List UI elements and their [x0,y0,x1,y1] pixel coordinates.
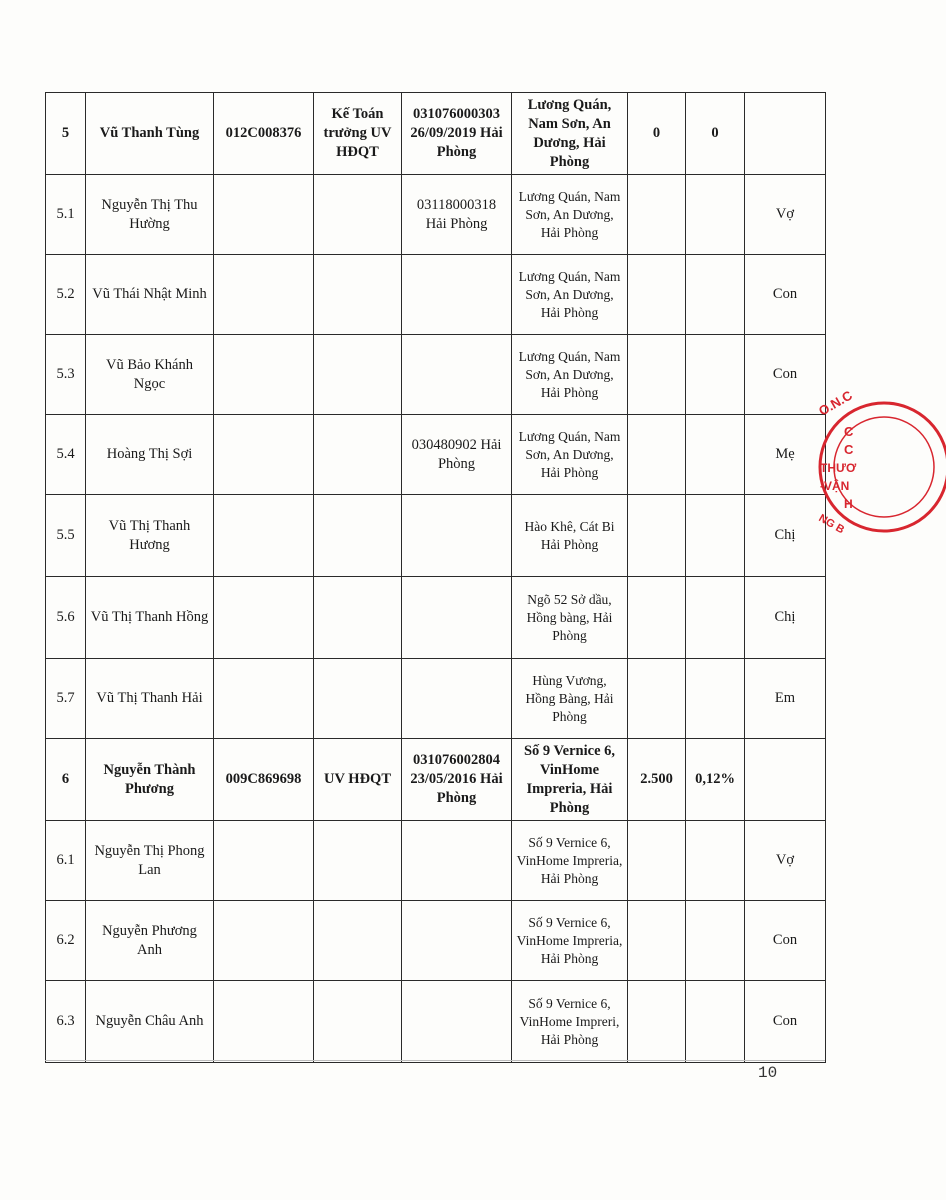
position-cell [314,901,402,981]
id-number-cell [214,335,314,415]
name-cell: Vũ Thị Thanh Hương [86,495,214,577]
footer-rule [45,1060,825,1061]
ownership-ratio-cell [686,255,745,335]
name-cell: Hoàng Thị Sợi [86,415,214,495]
shares-cell [628,659,686,739]
address-cell: Hào Khê, Cát Bi Hải Phòng [512,495,628,577]
name-cell: Nguyễn Châu Anh [86,981,214,1063]
page-number: 10 [758,1064,778,1082]
relation-cell: Em [745,659,826,739]
relation-cell: Vợ [745,175,826,255]
row-number-cell: 5.1 [46,175,86,255]
company-seal-stamp [816,387,946,542]
table-row [46,335,826,415]
ownership-ratio-cell [686,415,745,495]
id-document-cell: 031076002804 23/05/2016 Hải Phòng [402,739,512,821]
relation-cell: Mẹ [745,415,826,495]
shares-cell [628,175,686,255]
row-number-cell: 5.6 [46,577,86,659]
relation-cell [745,739,826,821]
name-cell: Vũ Thị Thanh Hồng [86,577,214,659]
name-cell: Nguyễn Thị Phong Lan [86,821,214,901]
stamp-text-3: C [844,442,854,457]
table-row [46,901,826,981]
position-cell [314,577,402,659]
address-cell: Số 9 Vernice 6, VinHome Impreri, Hải Phòng [512,981,628,1063]
relation-cell: Con [745,335,826,415]
stamp-text-5: -VẬN [820,479,850,493]
address-cell: Số 9 Vernice 6, VinHome Impreria, Hải Phòng [512,739,628,821]
row-number-cell: 6.3 [46,981,86,1063]
ownership-ratio-cell [686,659,745,739]
row-number-cell: 6 [46,739,86,821]
table-row [46,577,826,659]
table-row [46,93,826,175]
address-cell: Số 9 Vernice 6, VinHome Impreria, Hải Phòng [512,901,628,981]
ownership-ratio-cell [686,175,745,255]
shares-cell [628,901,686,981]
table-row [46,175,826,255]
row-number-cell: 5 [46,93,86,175]
ownership-ratio-cell: 0 [686,93,745,175]
name-cell: Vũ Bảo Khánh Ngọc [86,335,214,415]
position-cell: Kế Toán trưởng UV HĐQT [314,93,402,175]
id-document-cell [402,659,512,739]
name-cell: Nguyễn Thành Phương [86,739,214,821]
shares-cell [628,821,686,901]
ownership-ratio-cell [686,577,745,659]
id-number-cell [214,175,314,255]
address-cell: Lương Quán, Nam Sơn, An Dương, Hải Phòng [512,335,628,415]
shares-cell: 2.500 [628,739,686,821]
id-number-cell: 012C008376 [214,93,314,175]
position-cell [314,981,402,1063]
table-row [46,659,826,739]
id-number-cell [214,901,314,981]
ownership-ratio-cell: 0,12% [686,739,745,821]
stamp-text-2: C [844,424,854,439]
ownership-ratio-cell [686,821,745,901]
relation-cell: Chị [745,495,826,577]
id-document-cell [402,255,512,335]
name-cell: Nguyễn Phương Anh [86,901,214,981]
id-document-cell [402,821,512,901]
position-cell [314,495,402,577]
address-cell: Lương Quán, Nam Sơn, An Dương, Hải Phòng [512,415,628,495]
name-cell: Vũ Thị Thanh Hải [86,659,214,739]
id-number-cell [214,659,314,739]
name-cell: Vũ Thái Nhật Minh [86,255,214,335]
id-number-cell [214,415,314,495]
id-document-cell: 031076000303 26/09/2019 Hải Phòng [402,93,512,175]
ownership-ratio-cell [686,901,745,981]
position-cell [314,659,402,739]
position-cell [314,821,402,901]
relation-cell: Con [745,981,826,1063]
relation-cell: Vợ [745,821,826,901]
shares-cell [628,495,686,577]
name-cell: Nguyễn Thị Thu Hường [86,175,214,255]
ownership-ratio-cell [686,981,745,1063]
position-cell [314,415,402,495]
shares-cell [628,981,686,1063]
id-document-cell [402,577,512,659]
id-document-cell [402,981,512,1063]
stamp-text-4: THƯƠ [820,461,857,475]
shares-cell [628,335,686,415]
table-row [46,739,826,821]
stamp-text-7: NG B [816,512,847,537]
id-number-cell [214,821,314,901]
address-cell: Lương Quán, Nam Sơn, An Dương, Hải Phòng [512,255,628,335]
id-document-cell [402,495,512,577]
relation-cell: Con [745,901,826,981]
position-cell [314,175,402,255]
table-row [46,415,826,495]
table-row [46,821,826,901]
ownership-ratio-cell [686,495,745,577]
table-row [46,981,826,1063]
row-number-cell: 5.3 [46,335,86,415]
stamp-text-1: O.N.C [816,387,855,419]
id-number-cell [214,255,314,335]
position-cell: UV HĐQT [314,739,402,821]
shares-cell [628,577,686,659]
ownership-ratio-cell [686,335,745,415]
id-document-cell: 030480902 Hải Phòng [402,415,512,495]
id-number-cell: 009C869698 [214,739,314,821]
stamp-text-6: H [844,497,853,511]
shares-cell [628,415,686,495]
shareholder-table [45,92,826,1063]
row-number-cell: 5.7 [46,659,86,739]
id-number-cell [214,981,314,1063]
id-document-cell [402,335,512,415]
relation-cell: Con [745,255,826,335]
address-cell: Số 9 Vernice 6, VinHome Impreria, Hải Phòng [512,821,628,901]
shares-cell: 0 [628,93,686,175]
address-cell: Hùng Vương, Hồng Bàng, Hải Phòng [512,659,628,739]
id-number-cell [214,577,314,659]
row-number-cell: 5.5 [46,495,86,577]
name-cell: Vũ Thanh Tùng [86,93,214,175]
shares-cell [628,255,686,335]
table-row [46,495,826,577]
id-document-cell: 03118000318 Hải Phòng [402,175,512,255]
relation-cell: Chị [745,577,826,659]
position-cell [314,255,402,335]
id-number-cell [214,495,314,577]
row-number-cell: 6.2 [46,901,86,981]
id-document-cell [402,901,512,981]
table-row [46,255,826,335]
relation-cell [745,93,826,175]
row-number-cell: 6.1 [46,821,86,901]
address-cell: Lương Quán, Nam Sơn, An Dương, Hải Phòng [512,175,628,255]
row-number-cell: 5.4 [46,415,86,495]
address-cell: Lương Quán, Nam Sơn, An Dương, Hải Phòng [512,93,628,175]
address-cell: Ngõ 52 Sở dầu, Hồng bàng, Hải Phòng [512,577,628,659]
position-cell [314,335,402,415]
row-number-cell: 5.2 [46,255,86,335]
